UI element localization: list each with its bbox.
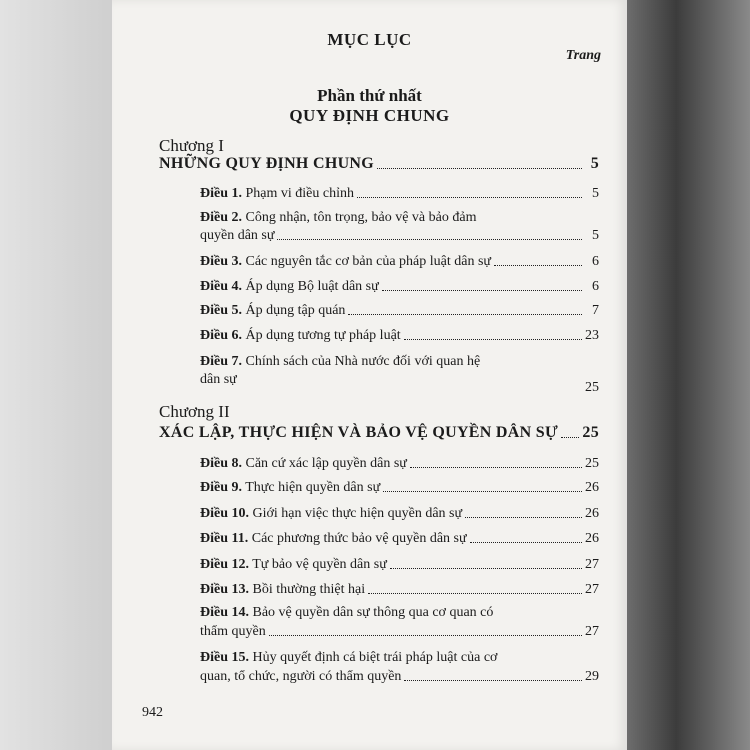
toc-entry-dieu-9[interactable]	[200, 480, 599, 496]
article-number: Điều 9.	[200, 480, 242, 495]
article-page: 23	[585, 328, 599, 343]
article-title: dân sự	[200, 372, 237, 387]
toc-entry-dieu-10[interactable]	[200, 506, 599, 522]
chapter-1-entry[interactable]	[159, 155, 599, 173]
article-page: 27	[585, 624, 599, 639]
toc-entry-dieu-4[interactable]	[200, 279, 599, 295]
toc-entry-dieu-14[interactable]	[200, 624, 599, 640]
chapter-1-page: 5	[590, 155, 599, 172]
leader-dots	[465, 517, 582, 518]
article-page: 27	[585, 582, 599, 597]
article-page: 25	[585, 380, 599, 395]
leader-dots	[404, 680, 582, 681]
toc-entry-dieu-14-line1[interactable]	[200, 605, 493, 621]
article-number: Điều 4.	[200, 279, 242, 294]
article-number: Điều 2.	[200, 210, 242, 225]
leader-dots	[390, 568, 582, 569]
article-number: Điều 6.	[200, 328, 242, 343]
article-number: Điều 11.	[200, 531, 249, 546]
toc-entry-dieu-7[interactable]	[200, 372, 599, 395]
article-page: 29	[585, 669, 599, 684]
article-number: Điều 1.	[200, 186, 242, 201]
article-title: Phạm vi điều chỉnh	[245, 186, 354, 201]
article-number: Điều 13.	[200, 582, 249, 597]
article-number: Điều 12.	[200, 557, 249, 572]
leader-dots	[470, 542, 582, 543]
article-title: quyền dân sự	[200, 228, 275, 243]
leader-dots	[277, 239, 582, 240]
article-title: quan, tổ chức, người có thẩm quyền	[200, 669, 402, 684]
toc-entry-dieu-2-line1[interactable]	[200, 210, 476, 226]
article-page: 26	[585, 531, 599, 546]
leader-dots	[368, 593, 582, 594]
article-page: 6	[592, 254, 599, 269]
article-title: Áp dụng Bộ luật dân sự	[245, 279, 379, 294]
article-number: Điều 14.	[200, 605, 249, 620]
chapter-1-title: NHỮNG QUY ĐỊNH CHUNG	[159, 155, 375, 172]
article-title-line1: Hủy quyết định cá biệt trái pháp luật của cơ	[252, 650, 498, 665]
article-title: Căn cứ xác lập quyền dân sự	[245, 456, 407, 471]
article-title: thẩm quyền	[200, 624, 266, 639]
leader-dots	[377, 168, 582, 169]
article-title-line1: Chính sách của Nhà nước đối với quan hệ	[245, 354, 481, 369]
toc-entry-dieu-2[interactable]	[200, 228, 599, 244]
article-number: Điều 3.	[200, 254, 242, 269]
chapter-2-page: 25	[582, 424, 599, 441]
leader-dots	[382, 290, 582, 291]
toc-entry-dieu-15[interactable]	[200, 669, 599, 685]
leader-dots	[410, 467, 582, 468]
leader-dots	[383, 491, 582, 492]
article-page: 5	[592, 228, 599, 243]
article-number: Điều 8.	[200, 456, 242, 471]
page-column-label: Trang	[565, 48, 601, 63]
article-page: 27	[585, 557, 599, 572]
chapter-1-label: Chương I	[159, 136, 224, 155]
article-page: 26	[585, 480, 599, 495]
leader-dots	[348, 314, 582, 315]
article-title: Tự bảo vệ quyền dân sự	[252, 557, 387, 572]
toc-entry-dieu-15-line1[interactable]	[200, 650, 497, 666]
leader-dots	[404, 339, 582, 340]
toc-entry-dieu-11[interactable]	[200, 531, 599, 547]
article-page: 26	[585, 506, 599, 521]
toc-entry-dieu-1[interactable]	[200, 186, 599, 202]
toc-entry-dieu-3[interactable]	[200, 254, 599, 270]
toc-entry-dieu-7-line1[interactable]	[200, 354, 480, 370]
article-title: Thực hiện quyền dân sự	[245, 480, 381, 495]
page-title: MỤC LỤC	[327, 30, 412, 49]
article-number: Điều 15.	[200, 650, 249, 665]
article-title: Bồi thường thiệt hại	[252, 582, 366, 597]
chapter-2-title: XÁC LẬP, THỰC HIỆN VÀ BẢO VỆ QUYỀN DÂN SỰ	[159, 424, 559, 441]
article-number: Điều 10.	[200, 506, 249, 521]
footer-page-number: 942	[142, 705, 163, 720]
leader-dots	[561, 437, 579, 438]
article-title: Áp dụng tương tự pháp luật	[245, 328, 401, 343]
article-title-line1: Bảo vệ quyền dân sự thông qua cơ quan có	[252, 605, 494, 620]
toc-entry-dieu-8[interactable]	[200, 456, 599, 472]
article-page: 5	[592, 186, 599, 201]
article-page: 6	[592, 279, 599, 294]
leader-dots	[269, 635, 582, 636]
article-number: Điều 7.	[200, 354, 242, 369]
toc-entry-dieu-5[interactable]	[200, 303, 599, 319]
article-number: Điều 5.	[200, 303, 242, 318]
part-label: Phần thứ nhất	[317, 86, 422, 105]
leader-dots	[494, 265, 582, 266]
article-title: Giới hạn việc thực hiện quyền dân sự	[252, 506, 463, 521]
toc-entry-dieu-13[interactable]	[200, 582, 599, 598]
toc-entry-dieu-6[interactable]	[200, 328, 599, 344]
article-title: Các nguyên tắc cơ bản của pháp luật dân sự	[245, 254, 492, 269]
leader-dots	[357, 197, 582, 198]
article-title: Áp dụng tập quán	[245, 303, 346, 318]
book-spine-shadow	[0, 0, 112, 750]
part-title: QUY ĐỊNH CHUNG	[289, 106, 450, 125]
toc-entry-dieu-12[interactable]	[200, 557, 599, 573]
article-title: Các phương thức bảo vệ quyền dân sự	[251, 531, 467, 546]
background-edge	[627, 0, 750, 750]
book-page	[112, 0, 627, 750]
chapter-2-label: Chương II	[159, 402, 230, 421]
article-title-line1: Công nhận, tôn trọng, bảo vệ và bảo đảm	[245, 210, 477, 225]
article-page: 25	[585, 456, 599, 471]
chapter-2-entry[interactable]	[159, 424, 599, 442]
article-page: 7	[592, 303, 599, 318]
